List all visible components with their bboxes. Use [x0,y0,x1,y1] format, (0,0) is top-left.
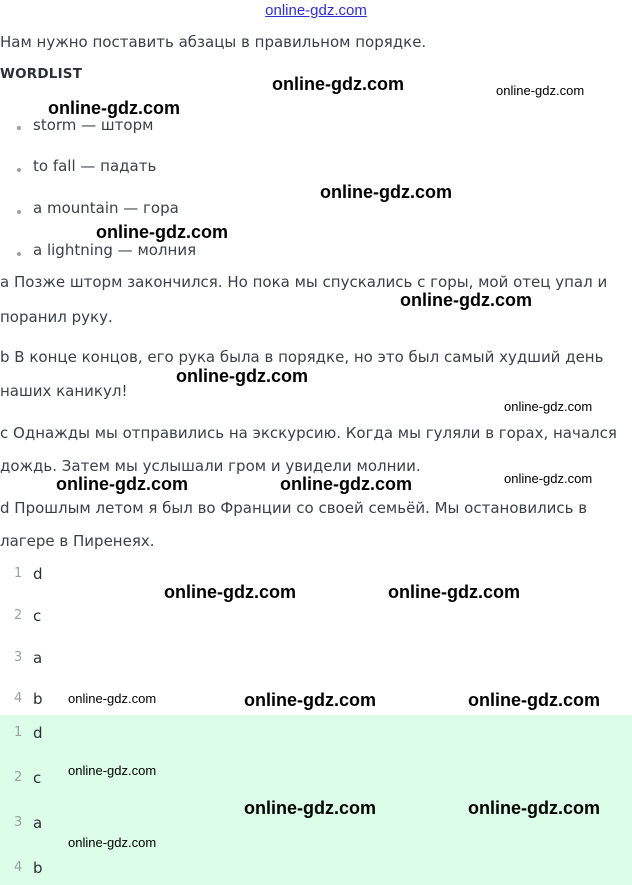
paragraph-d-line2: лагере в Пиренеях. [0,532,155,550]
watermark: online-gdz.com [244,798,376,818]
intro-text: Нам нужно поставить абзацы в правильном порядке. [0,33,427,51]
watermark: online-gdz.com [388,582,520,602]
paragraph-d-line1: d Прошлым летом я был во Франции со своей семьёй. Мы остановились в [0,499,588,517]
watermark: online-gdz.com [468,690,600,710]
watermark: online-gdz.com [244,690,376,710]
site-link[interactable]: online-gdz.com [265,2,367,19]
watermark: online-gdz.com [176,366,308,386]
paragraph-c-line2: дождь. Затем мы услышали гром и увидели молнии. [0,457,421,475]
answer-letter: a [33,814,43,832]
watermark: online-gdz.com [68,763,157,778]
answer-number: 3 [14,650,23,665]
answer-number: 3 [14,815,23,830]
answer-number: 4 [14,860,23,875]
watermark: online-gdz.com [320,182,452,202]
watermark: online-gdz.com [496,83,585,98]
wordlist-item: a lightning — молния [33,241,197,259]
watermark: online-gdz.com [56,474,188,494]
answer-number: 1 [14,725,23,740]
answer-letter: c [33,769,42,787]
watermark: online-gdz.com [96,222,228,242]
watermark: online-gdz.com [48,98,180,118]
answer-letter: b [33,690,43,708]
paragraph-b-line1: b В конце концов, его рука была в порядке, но это был самый худший день [0,348,604,366]
bullet-icon [17,210,21,214]
watermark: online-gdz.com [504,399,593,414]
watermark: online-gdz.com [504,471,593,486]
answer-number: 1 [14,566,23,581]
watermark: online-gdz.com [272,74,404,94]
bullet-icon [17,126,21,130]
answer-number: 2 [14,770,23,785]
wordlist-item: to fall — падать [33,157,157,175]
watermark: online-gdz.com [400,290,532,310]
wordlist-item: storm — шторм [33,116,154,134]
answer-letter: b [33,859,43,877]
paragraph-a-line2: поранил руку. [0,308,113,326]
watermark: online-gdz.com [68,691,157,706]
watermark: online-gdz.com [280,474,412,494]
paragraph-c-line1: c Однажды мы отправились на экскурсию. Когда мы гуляли в горах, начался [0,424,617,442]
paragraph-a-line1: a Позже шторм закончился. Но пока мы спускались с горы, мой отец упал и [0,273,608,291]
answer-number: 2 [14,608,23,623]
answer-letter: c [33,607,42,625]
watermark: online-gdz.com [164,582,296,602]
answer-number: 4 [14,691,23,706]
watermark: online-gdz.com [468,798,600,818]
watermark: online-gdz.com [68,835,157,850]
wordlist-title: WORDLIST [0,66,83,82]
answer-letter: d [33,724,43,742]
answer-letter: d [33,565,43,583]
bullet-icon [17,252,21,256]
answer-letter: a [33,649,43,667]
paragraph-b-line2: наших каникул! [0,382,128,400]
wordlist-item: a mountain — гора [33,199,179,217]
bullet-icon [17,168,21,172]
